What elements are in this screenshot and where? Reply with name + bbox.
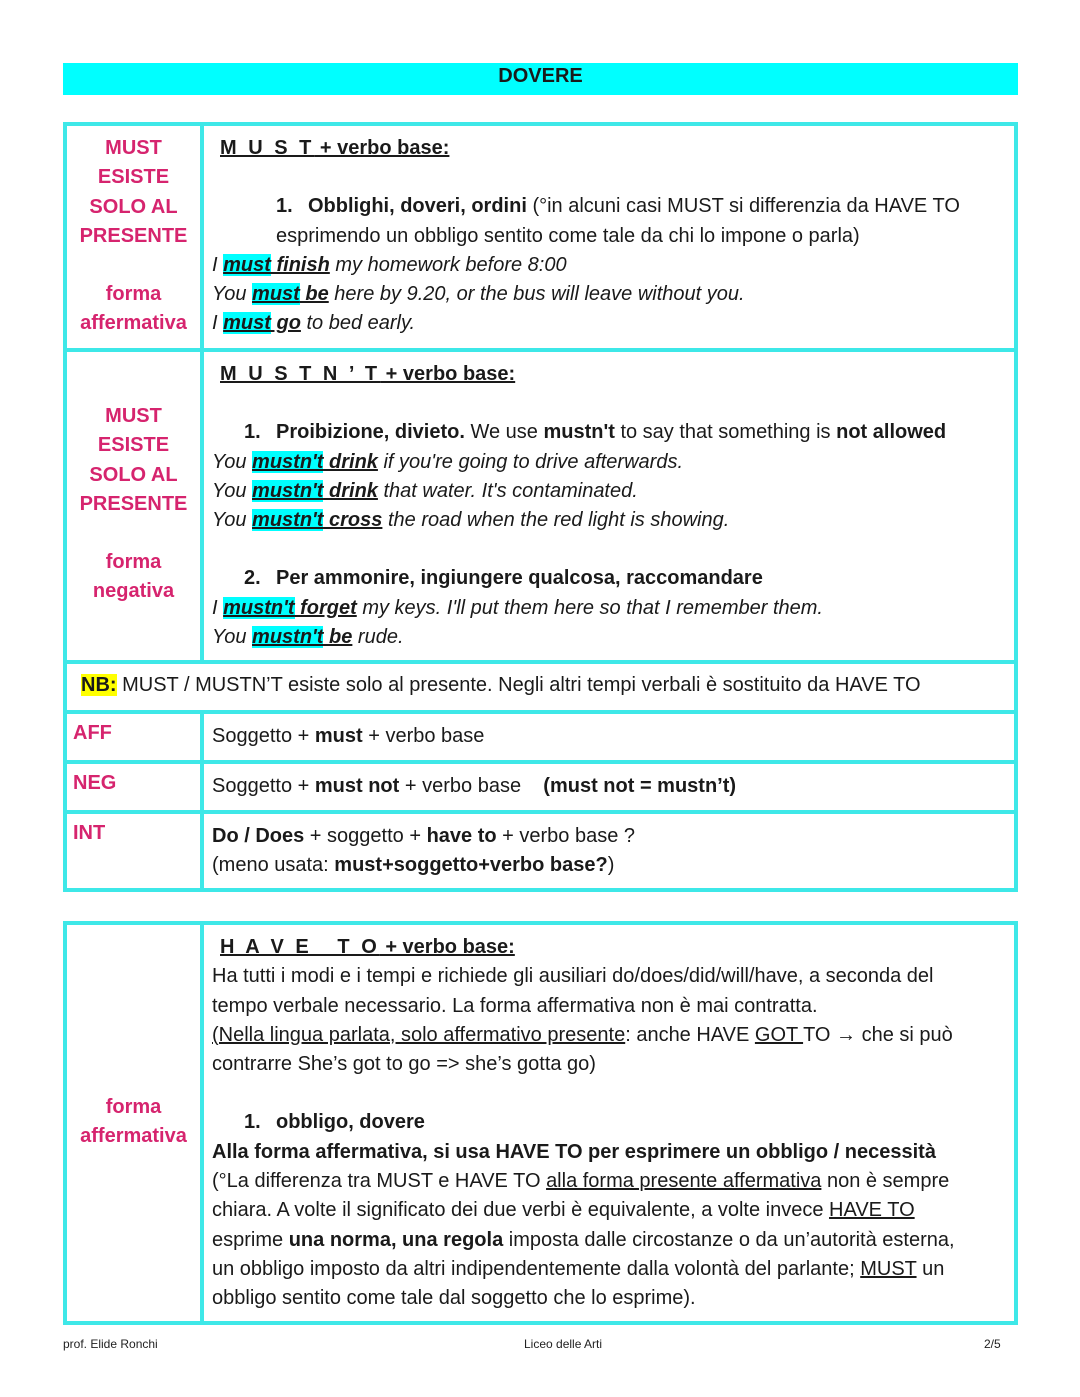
example-line: You mustn't drink that water. It's contaminated.	[212, 479, 638, 502]
have-to-table	[63, 921, 1018, 1325]
aff-row	[65, 712, 1016, 762]
label-line: SOLO AL	[89, 195, 178, 218]
must-heading: M U S T + verbo base:	[220, 137, 450, 159]
footer-page-number: 2/5	[984, 1337, 1001, 1351]
must-neg-content	[202, 350, 1016, 662]
have-to-heading: H A V E T O + verbo base:	[220, 936, 515, 958]
text-line: chiara. A volte il significato dei due verbi è equivalente, a volte invece HAVE TO	[212, 1199, 915, 1222]
aff-label: AFF	[65, 712, 202, 762]
label-line: forma	[105, 1096, 162, 1118]
have-to-row	[65, 923, 1016, 1323]
example-line: You must be here by 9.20, or the bus will leave without you.	[212, 283, 745, 306]
label-line: affermativa	[80, 312, 187, 335]
label-line: negativa	[92, 580, 175, 603]
aff-formula: Soggetto + must + verbo base	[202, 712, 1016, 762]
neg-row	[65, 762, 1016, 812]
nb-note: NB: MUST / MUSTN’T esiste solo al presente. Negli altri tempi verbali è sostituito da HAVE TO	[65, 662, 1016, 712]
label-line: forma	[105, 283, 162, 306]
text-line: Ha tutti i modi e i tempi e richiede gli ausiliari do/does/did/will/have, a seconda del	[212, 965, 934, 988]
page-title: DOVERE	[63, 63, 1018, 95]
example-line: You mustn't cross the road when the red light is showing.	[212, 509, 730, 532]
int-row	[65, 812, 1016, 890]
example-line: I mustn't forget my keys. I'll put them here so that I remember them.	[212, 596, 823, 619]
have-to-content	[202, 923, 1016, 1323]
text-line: un obbligo imposto da altri indipendentemente dalla volontà del parlante; MUST un	[212, 1257, 945, 1280]
mustnt-point-1: 1. Proibizione, divieto. We use mustn't to say that something is not allowed	[244, 421, 947, 444]
text-line: obbligo sentito come tale dal soggetto che lo esprime).	[212, 1287, 696, 1310]
footer-author: prof. Elide Ronchi	[63, 1337, 158, 1351]
label-line: MUST	[105, 405, 162, 427]
text-line: esprime una norma, una regola imposta dalle circostanze o da un’autorità esterna,	[212, 1228, 955, 1251]
example-line: You mustn't drink if you're going to drive afterwards.	[212, 450, 683, 473]
must-aff-content	[202, 124, 1016, 350]
mustnt-point-2: 2. Per ammonire, ingiungere qualcosa, raccomandare	[244, 567, 763, 590]
label-line: ESISTE	[97, 434, 170, 457]
example-line: I must go to bed early.	[212, 312, 416, 335]
text-line: Alla forma affermativa, si usa HAVE TO per esprimere un obbligo / necessità	[212, 1140, 936, 1163]
example-line: I must finish my homework before 8:00	[212, 253, 567, 276]
label-line: forma	[105, 551, 162, 574]
text-line: contrarre She’s got to go => she’s gotta go)	[212, 1053, 596, 1076]
int-label: INT	[65, 812, 202, 890]
mustnt-heading: M U S T N ’ T + verbo base:	[220, 363, 516, 385]
text-line: (Nella lingua parlata, solo affermativo presente: anche HAVE GOT TO → che si può	[212, 1023, 953, 1046]
must-table	[63, 122, 1018, 892]
label-line: MUST	[105, 137, 162, 159]
must-affirmative-row	[65, 124, 1016, 350]
must-negative-row	[65, 350, 1016, 662]
label-line: affermativa	[80, 1125, 187, 1148]
int-formula: Do / Does + soggetto + have to + verbo base ? (meno usata: must+soggetto+verbo base?)	[202, 812, 1016, 890]
have-to-point-1: 1. obbligo, dovere	[244, 1111, 425, 1134]
label-line: SOLO AL	[89, 463, 178, 486]
text-line: tempo verbale necessario. La forma affermativa non è mai contratta.	[212, 994, 818, 1017]
must-aff-label	[65, 124, 202, 350]
label-line: ESISTE	[97, 166, 170, 189]
label-line: PRESENTE	[79, 492, 188, 515]
nb-row	[65, 662, 1016, 712]
example-line: You mustn't be rude.	[212, 626, 404, 649]
neg-label: NEG	[65, 762, 202, 812]
have-to-label	[65, 923, 202, 1323]
text-line: (°La differenza tra MUST e HAVE TO alla forma presente affermativa non è sempre	[212, 1170, 950, 1193]
must-point-1: 1. Obblighi, doveri, ordini (°in alcuni casi MUST si differenzia da HAVE TO esprimendo un obbligo sentito come tale da chi lo impone o parla)	[276, 195, 960, 247]
neg-formula: Soggetto + must not + verbo base (must not = mustn’t)	[202, 762, 1016, 812]
must-neg-label	[65, 350, 202, 662]
footer-school: Liceo delle Arti	[524, 1337, 603, 1351]
label-line: PRESENTE	[79, 224, 188, 247]
